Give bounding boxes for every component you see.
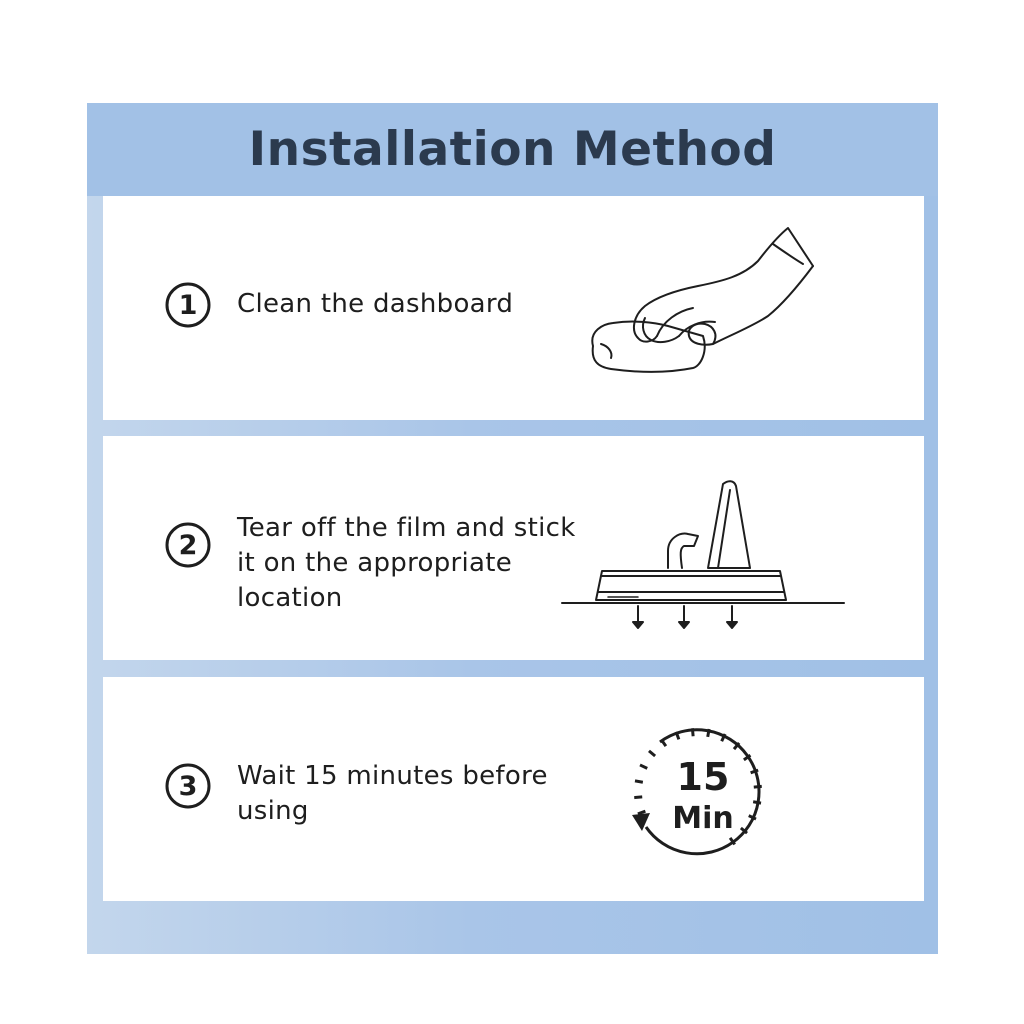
step-card-2	[103, 436, 924, 660]
timer-tick	[640, 765, 647, 768]
step-number: 1	[178, 290, 198, 321]
timer-tick	[635, 781, 643, 782]
step-card-3	[103, 677, 924, 901]
timer-tick	[753, 802, 761, 803]
timer-tick	[649, 751, 655, 756]
step-number-badge	[165, 282, 211, 328]
step-text: Wait 15 minutes before using	[237, 761, 548, 826]
step-number-badge	[165, 763, 211, 809]
timer-icon	[618, 717, 778, 867]
timer-tick	[638, 811, 646, 814]
installation-panel	[87, 103, 938, 954]
hand-wiping-icon	[583, 226, 823, 386]
timer-tick	[661, 740, 666, 747]
timer-tick	[708, 729, 709, 737]
page-title: Installation Method	[87, 103, 938, 196]
timer-tick	[754, 786, 762, 787]
phone-mount-base-icon	[558, 476, 848, 636]
step-card-1	[103, 196, 924, 420]
step-text: Tear off the film and stick it on the appropriate location	[237, 513, 576, 613]
timer-tick	[634, 797, 642, 798]
step-number: 2	[178, 530, 198, 561]
timer-value: 15	[676, 755, 730, 799]
timer-unit: Min	[672, 801, 734, 836]
step-number-badge	[165, 522, 211, 568]
step-text: Clean the dashboard	[237, 289, 514, 319]
step-number: 3	[178, 771, 198, 802]
timer-tick	[692, 728, 693, 736]
